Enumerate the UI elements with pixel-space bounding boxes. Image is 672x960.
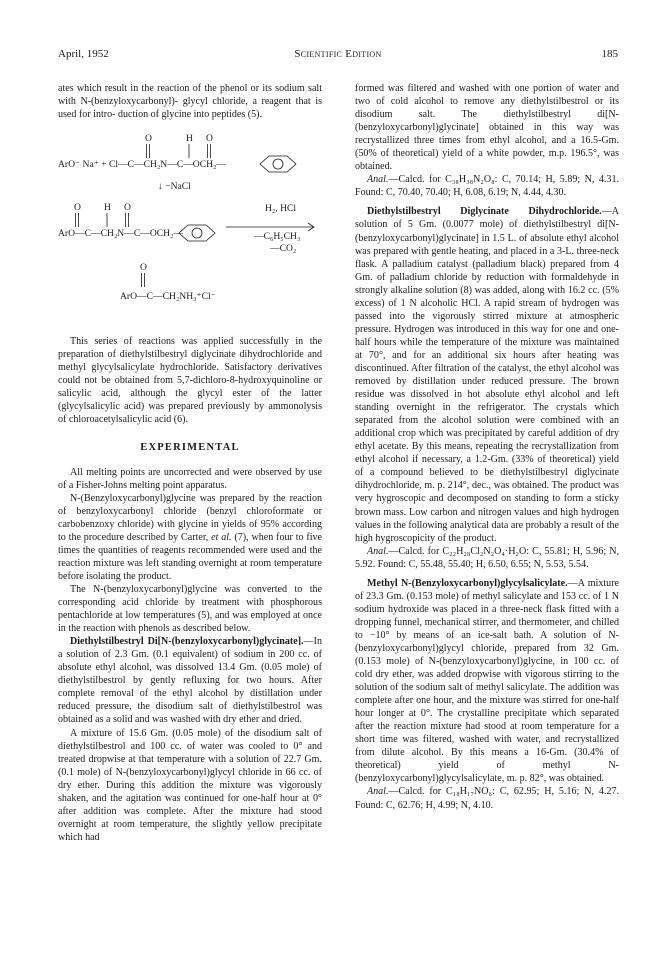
r2-reagent: H₂, HCl <box>265 203 297 215</box>
header-journal: Scientific Edition <box>294 48 382 60</box>
r1-amide-h: H <box>186 133 193 145</box>
body-paragraph: This series of reactions was applied successfully in the preparation of diethylstilbestryl diglycinate dihydrochloride and methyl glycylsalicylate hydrochloride. Satisfactory derivatives could not be obtained from 5,7-dichloro-8-hydroxyquinoline or salicylic acid, although the glycyl ester of the latter (glycylsalicylic acid) was prepared previously by ammonolysis of chloroacetylsalicylic acid (6). <box>58 336 322 426</box>
r2-reactant: ArO—C—CH₂N—C—OCH₂— <box>58 228 184 240</box>
r2-benzene-ring <box>179 225 215 241</box>
running-header <box>58 48 618 62</box>
para-text: —In a solution of 2.3 Gm. (0.1 equivalent) of sodium in 200 cc. of absolute ethyl alcohol, was dissolved 13.4 Gm. (0.05 mole) of diethylstilbestrol by gently refluxing for two hours. After complete removal of the ethyl alcohol by distillation under reduced pressure, the disodium salt of diethylstilbestrol was obtained as a solid and was washed with dry ether and dried. <box>58 636 322 726</box>
body-paragraph <box>58 492 322 583</box>
r1-carbonyl-o2: O <box>206 133 213 145</box>
r3-product: ArO—C—CH₂NH₃⁺Cl⁻ <box>120 291 216 303</box>
citation-etal: et al. <box>211 531 232 543</box>
r2-product-toluene: —C₆H₅CH₃ <box>254 231 301 243</box>
analysis-paragraph <box>355 545 619 571</box>
section-heading-experimental: EXPERIMENTAL <box>140 441 240 453</box>
r1-carbonyl-o1: O <box>145 133 152 145</box>
header-date: April, 1952 <box>58 48 109 60</box>
r2-product-co2: —CO₂ <box>270 243 297 255</box>
anal-text: —Calcd. for C₂₂H₂₈Cl₂N₂O₄·H₂O: C, 55.81; H, 5.96; N, 5.92. Found: C, 55.48, 55.40; H, 6.50, 6.55; N, 5.53, 5.54. <box>355 545 619 570</box>
r2-carbonyl-o1: O <box>74 202 81 214</box>
r1-benzene-ring <box>260 156 296 172</box>
run-in-heading: Methyl N-(Benzyloxycarbonyl)glycylsalicylate. <box>367 577 568 589</box>
para-text: —A solution of 5 Gm. (0.0077 mole) of diethylstilbestryl di[N-(benzyloxycarbonyl)glycinate] in 1.5 L. of absolute ethyl alcohol was prepared with gentle heating, and placed in a 3-L. three-neck flask. A palladium catalyst (palladium black) prepared from 4 Gm. of palladium chloride by reduction with formaldehyde in strongly alkaline solution (8) was added, along with 16.2 cc. (5% excess) of 1 N alcoholic HCl. A rapid stream of hydrogen was passed into the vigorously stirred mixture at atmospheric pressure. Hydrogen was introduced in this way for one and one-half hours while the temperature of the mixture was maintained at 70°, and for an additional six hours after heating was discontinued. After filtration of the catalyst, the ethyl alcohol was removed by distillation under reduced pressure. The brown residue was dissolved in hot absolute ethyl alcohol and left standing overnight in the refrigerator. The crystals which separated from the alcohol solution were combined with an additional crop which was precipitated by careful addition of dry ethyl acetate. By this means, repeating the recrystallization from ethyl alcohol if necessary, a 1.2-Gm. (33% of theoretical) yield of a compound believed to be diethylstilbestryl diglycinate dihydrochloride, m. p. 214°, dec., was obtained. The product was very hygroscopic and decomposed on standing to form a sticky brown mass. Low carbon and nitrogen values and high hydrogen values in the following analytical data are probably a result of the high hygroscopicity of the product. <box>355 206 619 544</box>
r2-carbonyl-o2: O <box>124 202 131 214</box>
body-paragraph: formed was filtered and washed with one portion of water and two of cold alcohol to remove any diethylstilbestrol or its disodium salt. The diethylstilbestryl di[N-(benzyloxycarbonyl)glycinate] obtained in this way was recrystallized three times from ethyl alcohol, and a 16.5-Gm. (50% of theoretical) yield of a white powder, m.p. 196.5°, was obtained. <box>355 83 619 173</box>
anal-text: —Calcd. for C₃₈H₃₈N₂O₈: C, 70.14; H, 5.89; N, 4.31. Found: C, 70.40, 70.40; H, 6.08, 6.19; N, 4.44, 4.30. <box>355 174 619 199</box>
para-text: N-(Benzyloxycarbonyl)glycine was prepared by the reaction of benzyloxycarbonyl chloride (benzyl chloroformate or carbobenzoxy chloride) with glycine in yields of 95% according to the procedure described by Carter, <box>58 492 322 543</box>
anal-label: Anal. <box>367 545 389 557</box>
r1-byproduct: ↓ −NaCl <box>158 181 191 193</box>
body-paragraph <box>355 577 619 786</box>
intro-line: its sodium salt with N-(benzyloxycarbonyl)- <box>58 83 322 108</box>
intro-line: duction of glycine into peptides (5). <box>118 109 262 121</box>
r2-amide-h: H <box>104 202 111 214</box>
reaction-scheme <box>58 131 322 317</box>
r3-carbonyl-o: O <box>140 262 147 274</box>
anal-label: Anal. <box>367 786 389 798</box>
intro-line: ates which result in the reaction of the phenol or <box>58 83 260 94</box>
body-paragraph: A mixture of 15.6 Gm. (0.05 mole) of the disodium salt of diethylstilbestrol and 100 cc. of water was cooled to 0° and treated dropwise at that temperature with a solution of 22.7 Gm. (0.1 mole) of N-(benzyloxycarbonyl)glycyl chloride in 66 cc. of dry ether. During this addition the mixture was vigorously shaken, and the agitation was continued for one-half hour at 0° after addition was complete. After the mixture had stood overnight at room temperature, the slightly yellow precipitate which had <box>58 727 322 843</box>
run-in-heading: Diethylstilbestryl Diglycinate Dihydrochloride. <box>367 206 602 218</box>
anal-label: Anal. <box>367 174 389 186</box>
r1-reactants: ArO⁻ Na⁺ + Cl—C—CH₂N—C—OCH₂— <box>58 159 227 171</box>
intro-line: glycyl chloride, a reagent that is used for intro- <box>58 96 323 121</box>
r1-benzene-ring-inner <box>273 159 283 169</box>
right-column <box>355 82 619 812</box>
r2-benzene-ring-inner <box>192 228 202 238</box>
anal-text: —Calcd. for C₁₈H₁₇NO₆: C, 62.95; H, 5.16; N, 4.27. Found: C, 62.76; H, 4.99; N, 4.10. <box>355 786 619 811</box>
body-paragraph: The N-(benzyloxycarbonyl)glycine was converted to the corresponding acid chloride by treatment with phosphorous pentachloride at low temperatures (5), and was employed at once in the reaction with phenols as described below. <box>58 583 322 635</box>
left-column <box>58 82 322 844</box>
para-text: —A mixture of 23.3 Gm. (0.153 mole) of methyl salicylate and 153 cc. of 1 N sodium hydroxide was placed in a three-neck flask fitted with a dropping funnel, mechanical stirrer, and thermometer, and chilled to −10° by means of an ice-salt bath. A solution of N-(benzyloxycarbonyl)glycyl chloride, prepared from 32 Gm. (0.153 mole) of N-(benzyloxycarbonyl)glycine, in 100 cc. of cold dry ether, was added dropwise with vigorous stirring to the solution of the sodium salt of methyl salicylate. The addition was complete after one hour, and the mixture was stirred for one-half hour longer at 0°. The crystalline precipitate which separated after the reaction mixture had stood at room temperature for a short time was filtered, washed with water, and recrystallized from dilute alcohol. By this means a 16-Gm. (30.4% of theoretical) yield of methyl N-(benzyloxycarbonyl)glycylsalicylate, m. p. 82°, was obtained. <box>355 577 619 785</box>
intro-paragraph <box>58 82 322 121</box>
body-paragraph: All melting points are uncorrected and were observed by use of a Fisher-Johns melting point apparatus. <box>58 466 322 491</box>
analysis-paragraph <box>355 785 619 811</box>
analysis-paragraph <box>355 173 619 199</box>
body-paragraph <box>355 205 619 544</box>
run-in-heading: Diethylstilbestryl Di[N-(benzyloxycarbonyl)glycinate]. <box>70 636 304 648</box>
body-paragraph <box>58 635 322 726</box>
header-page-number: 185 <box>601 48 618 60</box>
para-text: (7), when four to five times the quantities of reagents recommended were used and the reaction mixture was left standing overnight at room temperature before isolating the product. <box>58 531 322 582</box>
